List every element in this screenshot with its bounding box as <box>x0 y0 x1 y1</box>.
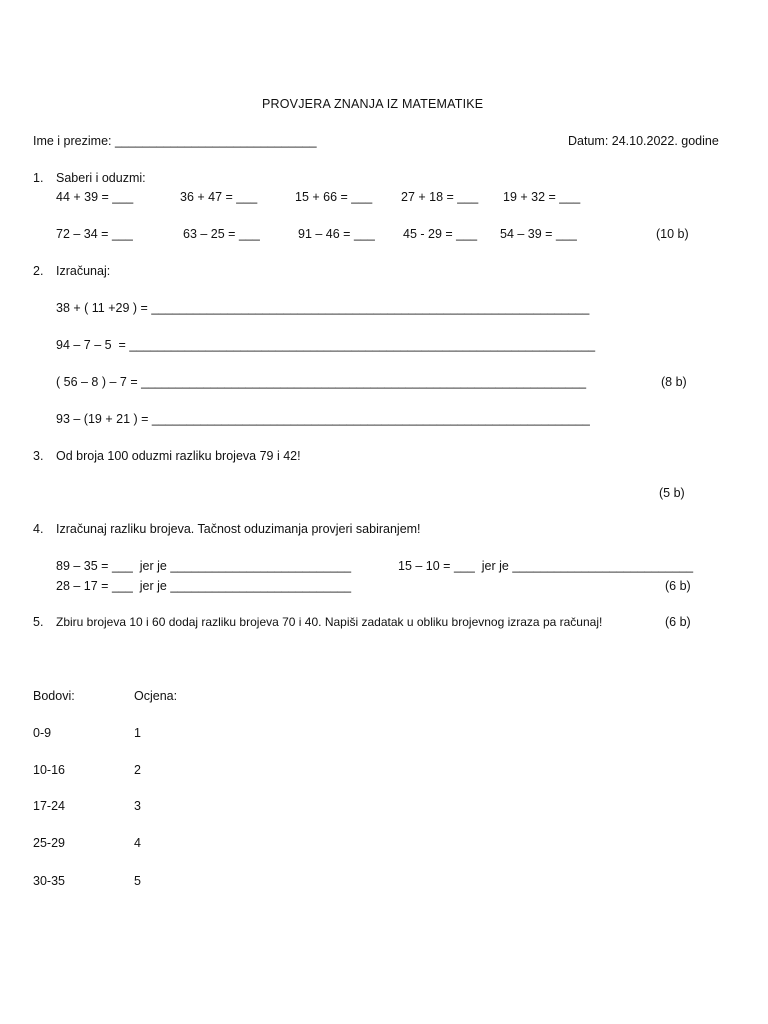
task-4-number: 4. <box>33 522 44 536</box>
task-1-expression: 19 + 32 = ___ <box>503 190 581 204</box>
grading-grade: 2 <box>134 763 141 777</box>
task-3-points: (5 b) <box>659 486 685 500</box>
grading-points: 25-29 <box>33 836 65 850</box>
task-1-number: 1. <box>33 171 44 185</box>
name-field: Ime i prezime: _____________________________ <box>33 134 317 148</box>
page-title: PROVJERA ZNANJA IZ MATEMATIKE <box>262 97 484 111</box>
task-4-line: 28 – 17 = ___ jer je __________________________ <box>56 579 352 593</box>
date-label: Datum: 24.10.2022. godine <box>568 134 719 148</box>
grading-points: 10-16 <box>33 763 65 777</box>
task-2-number: 2. <box>33 264 44 278</box>
task-2-line: 94 – 7 – 5 = ___________________________________________________________________ <box>56 338 596 352</box>
task-3-number: 3. <box>33 449 44 463</box>
task-2-line: 93 – (19 + 21 ) = _______________________________________________________________ <box>56 412 590 426</box>
grading-points: 30-35 <box>33 874 65 888</box>
task-4-text: Izračunaj razliku brojeva. Tačnost oduzimanja provjeri sabiranjem! <box>56 522 421 536</box>
grading-grade-header: Ocjena: <box>134 689 178 703</box>
task-1-expression: 91 – 46 = ___ <box>298 227 375 241</box>
task-4-line: 15 – 10 = ___ jer je __________________________ <box>398 559 694 573</box>
task-1-expression: 15 + 66 = ___ <box>295 190 373 204</box>
task-1-expression: 54 – 39 = ___ <box>500 227 577 241</box>
grading-points: 0-9 <box>33 726 52 740</box>
grading-points-header: Bodovi: <box>33 689 75 703</box>
task-1-expression: 44 + 39 = ___ <box>56 190 134 204</box>
task-1-expression: 72 – 34 = ___ <box>56 227 133 241</box>
grading-grade: 4 <box>134 836 141 850</box>
task-5-text: Zbiru brojeva 10 i 60 dodaj razliku brojeva 70 i 40. Napiši zadatak u obliku brojevnog izraza pa računaj! <box>56 615 603 629</box>
task-1-expression: 45 - 29 = ___ <box>403 227 478 241</box>
grading-grade: 3 <box>134 799 141 813</box>
task-1-expression: 27 + 18 = ___ <box>401 190 479 204</box>
task-1-expression: 63 – 25 = ___ <box>183 227 260 241</box>
task-4-line: 89 – 35 = ___ jer je __________________________ <box>56 559 352 573</box>
grading-grade: 1 <box>134 726 141 740</box>
task-1-points: (10 b) <box>656 227 689 241</box>
task-2-line: ( 56 – 8 ) – 7 = ________________________________________________________________ <box>56 375 587 389</box>
task-1-text: Saberi i oduzmi: <box>56 171 146 185</box>
task-4-points: (6 b) <box>665 579 691 593</box>
task-2-points: (8 b) <box>661 375 687 389</box>
task-2-line: 38 + ( 11 +29 ) = _______________________________________________________________ <box>56 301 590 315</box>
task-2-text: Izračunaj: <box>56 264 111 278</box>
task-1-expression: 36 + 47 = ___ <box>180 190 258 204</box>
grading-grade: 5 <box>134 874 141 888</box>
task-5-number: 5. <box>33 615 44 629</box>
grading-points: 17-24 <box>33 799 65 813</box>
task-5-points: (6 b) <box>665 615 691 629</box>
task-3-text: Od broja 100 oduzmi razliku brojeva 79 i 42! <box>56 449 301 463</box>
